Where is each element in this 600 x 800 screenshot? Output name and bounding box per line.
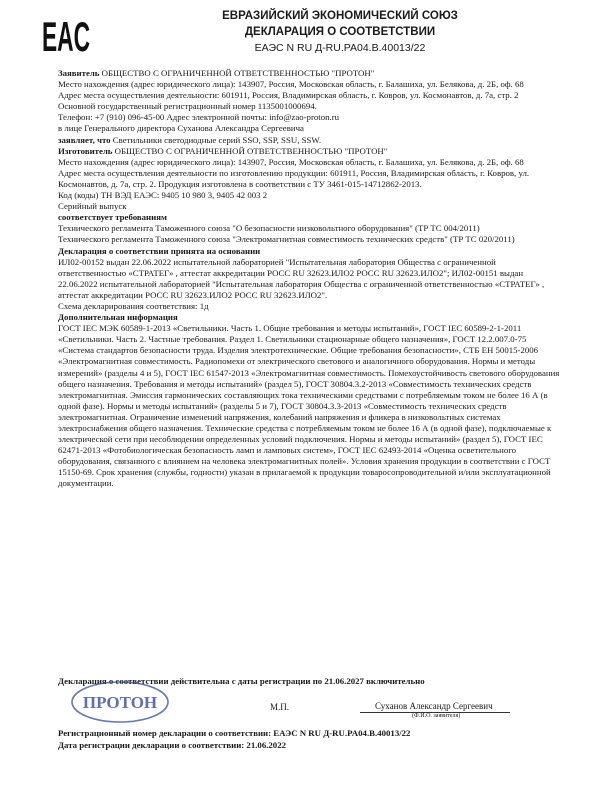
seal-place-label: М.П.: [270, 702, 290, 712]
declares-line: [58, 135, 563, 146]
validity-text: Декларация о соответствии действительна с даты регистрации по 21.06.2027 включительно: [58, 676, 425, 686]
manufacturer-line: [58, 146, 563, 157]
additional-text: ГОСТ IEC МЭК 60589-1-2013 «Светильники. Часть 1. Общие требования и методы испытаний», ГОСТ IEC 60589-2-1-2011 «Светильники. Часть 2. Частные требования. Раздел 1. Светильники стационарные общего назначения», ГОСТ 12.2.007.0-75 «Система стандартов безопасности труда. Изделия электротехнические. Общие требования безопасности», СТБ EH 50015-2006 «Электромагнитная совместимость. Радиопомехи от электрического светового и аналогичного оборудования. Нормы и методы измерений» (разделы 4 и 5), ГОСТ IEC 61547-2013 «Электромагнитная совместимость. Помехоустойчивость светового оборудования общего назначения. Требования и методы испытаний» (раздел 5), ГОСТ 30804.3.2-2013 «Совместимость технических средств электромагнитная. Эмиссия гармонических составляющих тока техническими средствами с потребляемым током не более 16 А (в одной фазе). Нормы и методы испытаний» (разделы 5 и 7), ГОСТ 30804.3.3-2013 «Совместимость технических средств электромагнитная. Ограничение изменений напряжения, колебаний напряжения и фликера в низковольтных системах электроснабжения общего назначения. Технические средства с потребляемым током не более 16 А (в одной фазе), подключаемые к электрической сети при несоблюдении определенных условий подключения. Нормы и методы испытаний» (раздел 5), ГОСТ IEC 62471-2013 «Фотобиологическая безопасность ламп и ламповых систем», ГОСТ IEC 62493-2014 «Оценка осветительного оборудования, связанного с влиянием на человека электромагнитных полей». Условия хранения продукции в соответствии с ГОСТ 15150-69. Срок хранения (службы, годности) указан в прилагаемой к продукции товаросопроводительной и/или эксплуатационной документации.: [58, 323, 560, 489]
registration-date: Дата регистрации декларации о соответствии: 21.06.2022: [58, 740, 287, 750]
manufacturer-label: Изготовитель: [58, 145, 113, 156]
applicant-line: [58, 68, 563, 79]
manufacturer-production: Адрес места осуществления деятельности по изготовлению продукции: 601911, Россия, Владимирская область, г. Ковров, ул. Космонавтов, д. 7а, стр. 2. Продукция изготовлена в соответствии с ТУ 3461-015-14712862-2013.: [58, 167, 530, 189]
basis-text: ИЛ02-00152 выдан 22.06.2022 испытательной лабораторией "Испытательная лаборатория Общества с ограниченной ответственностью «СТРАТЕГ» , аттестат аккредитации РОСС RU 32623.ИЛО2 РОСС RU 32623.ИЛО2"; ИЛ02-00151 выдан 22.06.2022 испытательной лабораторией "Испытательная лаборатория Общества с ограниченной ответственностью «СТРАТЕГ» , аттестат аккредитации РОСС RU 32623.ИЛО2 РОСС RU 32623.ИЛО2".: [58, 256, 545, 300]
manufacturer-address: Место нахождения (адрес юридического лица): 143907, Россия, Московская область, г. Балашиха, ул. Белякова, д. 2Б, оф. 68: [58, 156, 524, 167]
signatory-caption: (Ф.И.О. заявителя): [412, 713, 461, 719]
registration-number: Регистрационный номер декларации о соответствии: ЕАЭС N RU Д-RU.PA04.B.40013/22: [58, 728, 411, 738]
applicant-director: в лице Генерального директора Суханова Александра Сергеевича: [58, 123, 304, 134]
declaration-body: [58, 68, 563, 490]
declares-text: Светильники светодиодные серий SSO, SSP, SSU, SSW.: [110, 134, 322, 145]
applicant-contacts: Телефон: +7 (910) 096-45-00 Адрес электронной почты: info@zao-proton.ru: [58, 112, 340, 123]
applicant-ogrn: Основной государственный регистрационный номер 1135001000694.: [58, 101, 317, 112]
requirements-label: соответствует требованиям: [58, 212, 167, 223]
applicant-label: Заявитель: [58, 68, 100, 78]
stamp-text: ПРОТОН: [82, 693, 158, 712]
additional-label: Дополнительная информация: [58, 312, 178, 323]
eac-logo: [40, 13, 92, 60]
applicant-name: ОБЩЕСТВО С ОГРАНИЧЕННОЙ ОТВЕТСТВЕННОСТЬЮ "ПРОТОН": [99, 68, 375, 78]
company-stamp: [58, 676, 178, 724]
requirements-item-2: Технического регламента Таможенного союза "Электромагнитная совместимость технических средств" (ТР ТС 020/2011): [58, 234, 515, 245]
basis-label: Декларация о соответствии принята на основании: [58, 245, 261, 256]
signatory-name: Суханов Александр Сергеевич: [375, 701, 493, 711]
declaration-number: ЕАЭС N RU Д-RU.PA04.B.40013/22: [254, 42, 426, 54]
document-title: ДЕКЛАРАЦИЯ О СООТВЕТСТВИИ: [244, 26, 436, 38]
requirements-item-1: Технического регламента Таможенного союза "О безопасности низковольтного оборудования" (ТР ТС 004/2011): [58, 223, 480, 234]
scheme-text: Схема декларирования соответствия: 1д: [58, 300, 209, 311]
serial-production: Серийный выпуск: [58, 201, 127, 212]
declares-label: заявляет, что: [58, 134, 111, 145]
applicant-address: Место нахождения (адрес юридического лица): 143907, Россия, Московская область, г. Балашиха, ул. Белякова, д. 2Б, оф. 68: [58, 79, 524, 90]
eac-logo-text: EAC: [42, 13, 90, 60]
manufacturer-name: ОБЩЕСТВО С ОГРАНИЧЕННОЙ ОТВЕТСТВЕННОСТЬЮ "ПРОТОН": [112, 145, 388, 156]
tnved-codes: Код (коды) ТН ВЭД ЕАЭС: 9405 10 980 3, 9405 42 003 2: [58, 190, 268, 201]
applicant-activity-address: Адрес места осуществления деятельности: 601911, Россия, Владимирская область, г. Ковров, ул. Космонавтов, д. 7а, стр. 2: [58, 90, 519, 101]
union-title: ЕВРАЗИЙСКИЙ ЭКОНОМИЧЕСКИЙ СОЮЗ: [222, 10, 458, 22]
